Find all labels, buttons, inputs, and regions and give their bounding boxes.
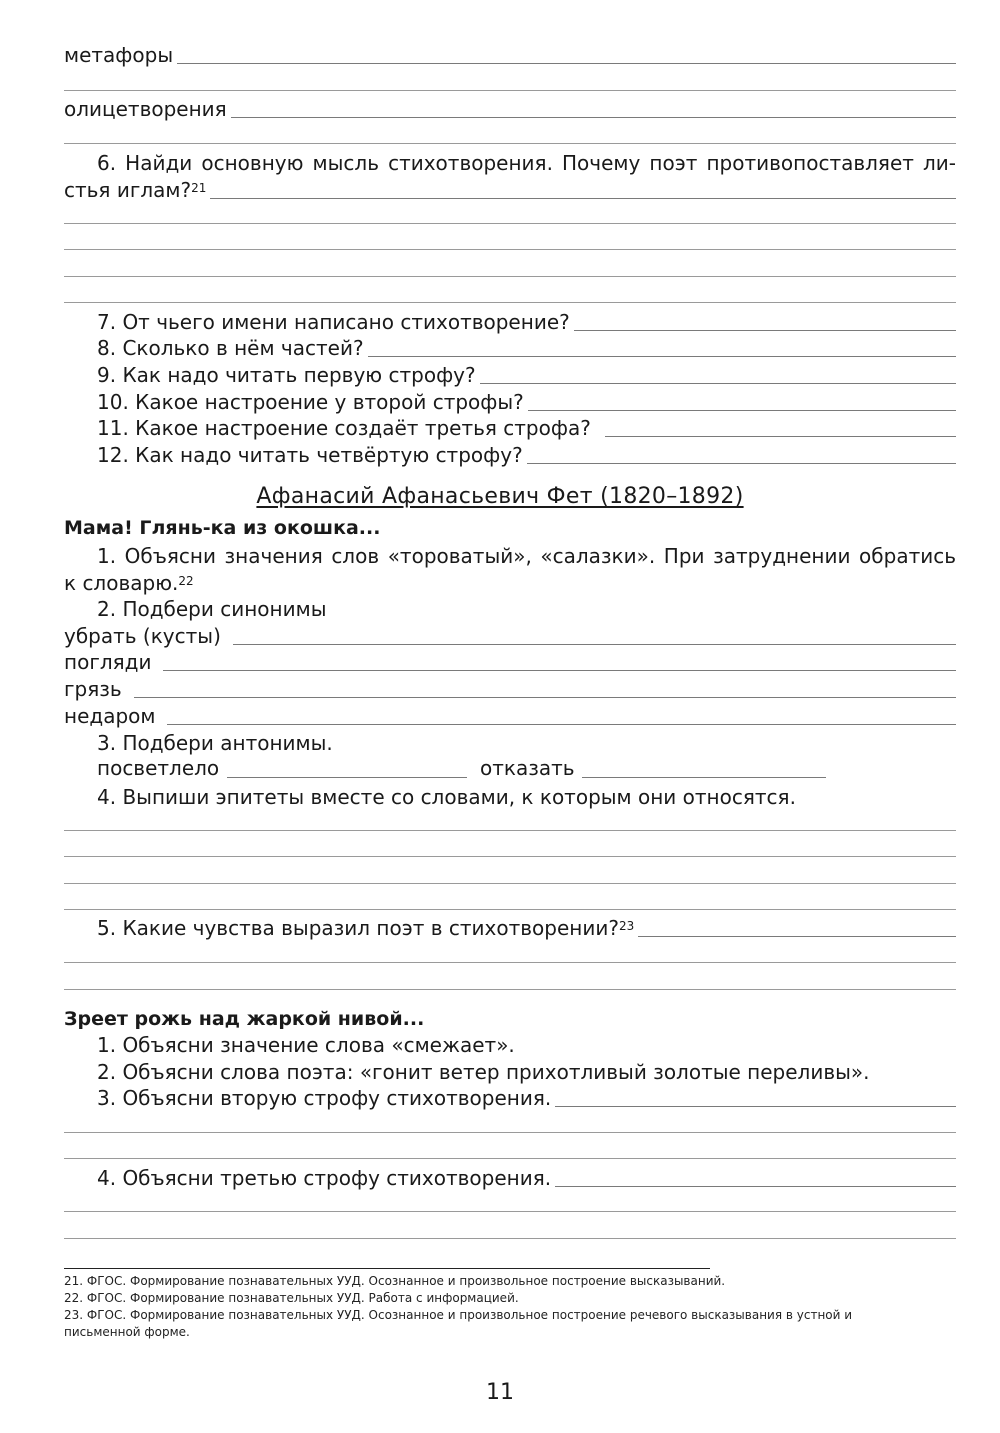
poem1-question-2: 2. Подбери синонимы (97, 597, 327, 621)
question-11[interactable]: 11. Какое настроение создаёт третья строфа? (97, 415, 956, 442)
question-6-line2[interactable]: стья иглам?$^{21}$ (64, 177, 956, 204)
synonym-line-2[interactable]: погляди (64, 649, 956, 676)
question-6 (64, 150, 956, 177)
answer-line[interactable] (64, 830, 956, 831)
poem2-question-3[interactable]: 3. Объясни вторую строфу стихотворения. (97, 1085, 956, 1112)
poem2-question-2: 2. Объясни слова поэта: «гонит ветер прихотливый золотые переливы». (97, 1060, 870, 1084)
question-7[interactable]: 7. От чьего имени написано стихотворение? (97, 309, 956, 336)
poem-title-2: Зреет рожь над жаркой нивой... (64, 1008, 425, 1030)
answer-line[interactable] (64, 856, 956, 857)
question-9[interactable]: 9. Как надо читать первую строфу? (97, 362, 956, 389)
poem1-question-1: 1. Объясни значения слов «тороватый», «салазки». При затруднении обратись к словарю.$^{22}$ (64, 544, 956, 595)
answer-line[interactable] (64, 1238, 956, 1239)
footnote-21: 21. ФГОС. Формирование познавательных УУД. Осознанное и произвольное построение высказываний. (64, 1274, 726, 1288)
answer-line[interactable] (64, 90, 956, 91)
synonym-line-4[interactable]: недаром (64, 703, 956, 730)
footnote-divider (64, 1268, 710, 1269)
question-12[interactable]: 12. Как надо читать четвёртую строфу? (97, 442, 956, 469)
answer-line[interactable] (64, 989, 956, 990)
label-metaphors: метафоры (64, 43, 174, 67)
answer-line[interactable] (64, 1158, 956, 1159)
poem2-question-4[interactable]: 4. Объясни третью строфу стихотворения. (97, 1165, 956, 1192)
antonym-label-2: отказать (480, 756, 575, 780)
question-8[interactable]: 8. Сколько в нём частей? (97, 335, 956, 362)
answer-line[interactable] (64, 249, 956, 250)
footnote-ref-23: 23 (618, 919, 635, 933)
question-6-line1: 6. Найди основную мысль стихотворения. Почему поэт противопоставляет ли- (97, 151, 956, 175)
antonym-blank-2[interactable] (582, 777, 826, 778)
answer-line[interactable] (64, 143, 956, 144)
answer-line[interactable] (64, 909, 956, 910)
poem1-question-3: 3. Подбери антонимы. (97, 731, 333, 755)
answer-line[interactable] (64, 883, 956, 884)
antonym-row (97, 757, 956, 784)
answer-line[interactable] (64, 276, 956, 277)
label-personification: олицетворения (64, 97, 227, 121)
question-10[interactable]: 10. Какое настроение у второй строфы? (97, 389, 956, 416)
answer-line[interactable] (64, 1132, 956, 1133)
footnote-ref-21: 21 (191, 181, 207, 195)
antonym-blank-1[interactable] (227, 777, 467, 778)
synonym-line-1[interactable]: убрать (кусты) (64, 623, 956, 650)
answer-line[interactable] (64, 1211, 956, 1212)
poem2-question-1: 1. Объясни значение слова «смежает». (97, 1033, 515, 1057)
poem-title-1: Мама! Глянь-ка из окошка... (64, 517, 381, 539)
footnote-22: 22. ФГОС. Формирование познавательных УУД. Работа с информацией. (64, 1291, 519, 1305)
answer-line-metaphors[interactable] (64, 42, 956, 69)
answer-line[interactable] (64, 302, 956, 303)
synonym-line-3[interactable]: грязь (64, 676, 956, 703)
poem1-question-5[interactable]: 5. Какие чувства выразил поэт в стихотворении?$^{23}$ (97, 915, 956, 942)
answer-line[interactable] (64, 962, 956, 963)
answer-line-personification[interactable] (64, 96, 956, 123)
answer-line[interactable] (64, 223, 956, 224)
footnote-23: 23. ФГОС. Формирование познавательных УУД. Осознанное и произвольное построение речевого высказывания в устной и письменной форме. (64, 1308, 853, 1339)
poem1-question-4: 4. Выпиши эпитеты вместе со словами, к которым они относятся. (97, 785, 796, 809)
author-heading: Афанасий Афанасьевич Фет (1820–1892) (256, 484, 744, 509)
antonym-label-1: посветлело (97, 756, 220, 780)
footnote-ref-22: 22 (178, 574, 194, 588)
page-number: 11 (486, 1380, 514, 1405)
